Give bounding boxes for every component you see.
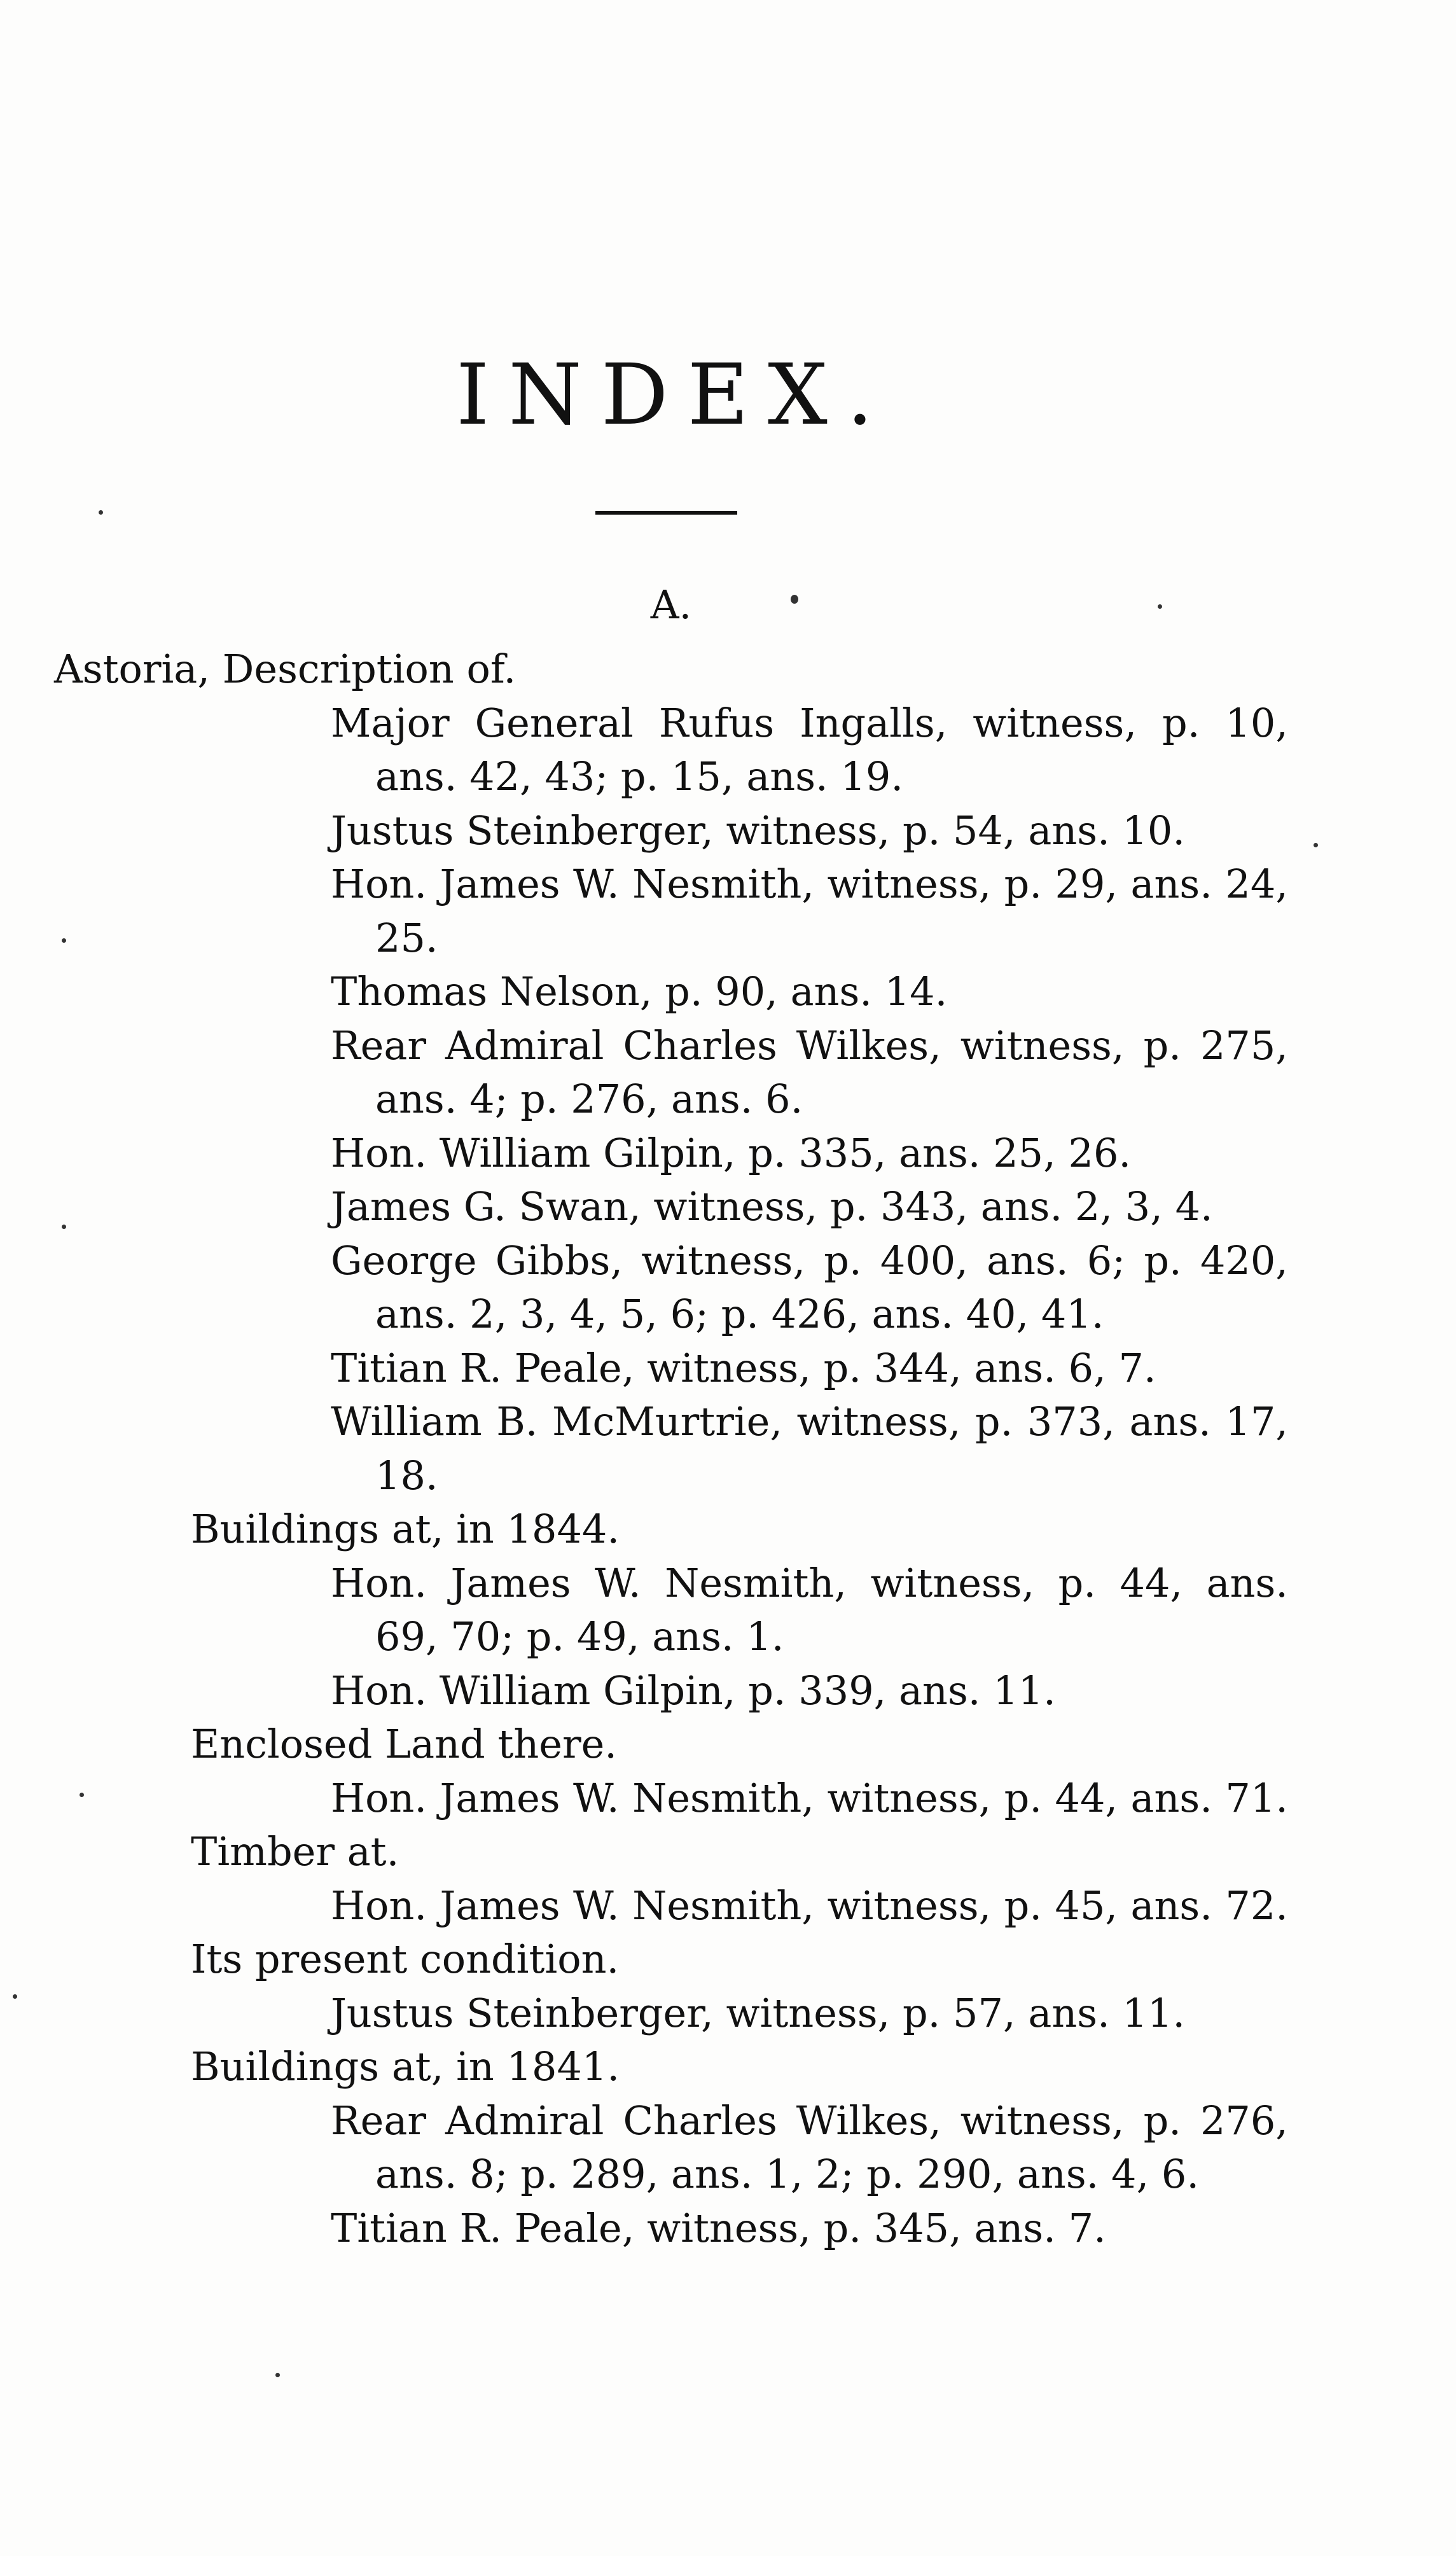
index-entry: 25. <box>375 914 438 961</box>
scan-speck <box>791 595 798 604</box>
index-entry: Hon. James W. Nesmith, witness, p. 45, ans. 72. <box>331 1882 1288 1929</box>
index-entry: George Gibbs, witness, p. 400, ans. 6; p. 420, <box>331 1237 1288 1284</box>
page-title: INDEX. <box>456 346 892 444</box>
index-entry: Hon. William Gilpin, p. 339, ans. 11. <box>331 1667 1056 1714</box>
index-entry: Thomas Nelson, p. 90, ans. 14. <box>331 968 948 1015</box>
index-heading: Buildings at, in 1844. <box>191 1506 620 1552</box>
index-entry: William B. McMurtrie, witness, p. 373, ans. 17, <box>331 1398 1288 1445</box>
index-entry: Hon. James W. Nesmith, witness, p. 44, ans. <box>331 1559 1288 1606</box>
title-rule <box>595 511 737 515</box>
index-entry: ans. 2, 3, 4, 5, 6; p. 426, ans. 40, 41. <box>375 1291 1104 1337</box>
scan-speck <box>99 510 103 515</box>
index-entry: 18. <box>375 1452 438 1499</box>
scan-speck <box>1314 843 1318 847</box>
index-entry: James G. Swan, witness, p. 343, ans. 2, 3, 4. <box>331 1183 1213 1230</box>
index-entry: Justus Steinberger, witness, p. 54, ans. 10. <box>331 807 1186 854</box>
index-heading: Timber at. <box>191 1828 399 1875</box>
scan-speck <box>1158 604 1162 609</box>
index-entry: Rear Admiral Charles Wilkes, witness, p. 275, <box>331 1022 1288 1069</box>
index-entry: 69, 70; p. 49, ans. 1. <box>375 1613 784 1660</box>
index-entry: ans. 4; p. 276, ans. 6. <box>375 1076 803 1122</box>
index-entry: Hon. William Gilpin, p. 335, ans. 25, 26. <box>331 1129 1132 1176</box>
index-entry: Titian R. Peale, witness, p. 344, ans. 6, 7. <box>331 1344 1156 1391</box>
index-entry: ans. 42, 43; p. 15, ans. 19. <box>375 753 904 800</box>
section-letter: A. <box>650 581 692 628</box>
index-entry: ans. 8; p. 289, ans. 1, 2; p. 290, ans. 4, 6. <box>375 2151 1200 2197</box>
scan-speck <box>13 1994 17 1999</box>
index-heading: Enclosed Land there. <box>191 1721 618 1767</box>
index-entry: Rear Admiral Charles Wilkes, witness, p. 276, <box>331 2097 1288 2144</box>
scan-speck <box>62 1225 66 1229</box>
index-heading: Its present condition. <box>191 1936 620 1982</box>
index-heading: Buildings at, in 1841. <box>191 2043 620 2090</box>
index-entries <box>0 642 1456 2255</box>
index-entry: Major General Rufus Ingalls, witness, p. 10, <box>331 699 1288 746</box>
scan-speck <box>80 1793 84 1797</box>
index-entry: Justus Steinberger, witness, p. 57, ans. 11. <box>331 1989 1186 2036</box>
index-entry: Hon. James W. Nesmith, witness, p. 44, ans. 71. <box>331 1774 1288 1821</box>
scan-speck <box>62 938 66 943</box>
index-heading: Astoria, Description of. <box>54 646 517 692</box>
index-entry: Titian R. Peale, witness, p. 345, ans. 7. <box>331 2204 1106 2251</box>
scan-speck <box>275 2373 280 2377</box>
index-entry: Hon. James W. Nesmith, witness, p. 29, ans. 24, <box>331 861 1288 907</box>
